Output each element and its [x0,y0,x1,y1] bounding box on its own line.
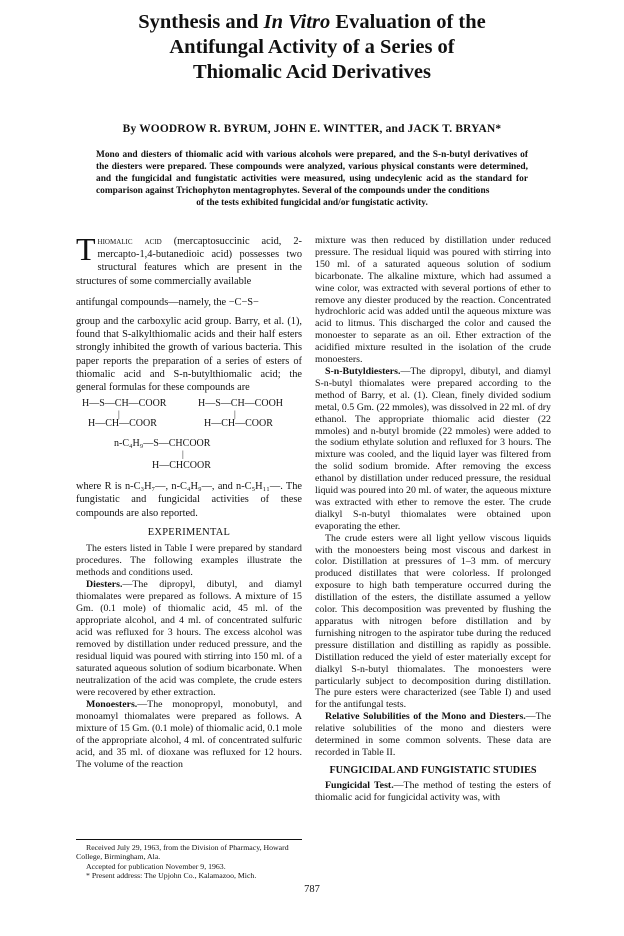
sbutyl-paragraph [315,366,551,533]
abstract [96,149,528,209]
formula-1a: H—S—CH—COOR [82,398,167,410]
right-column [315,235,551,804]
solubility-text: —The relative solubilities of the mono and diesters were determined in some common solvents. These data are recorded in Table II. [315,711,551,758]
title-line-2: Antifungal Activity of a Series of [169,36,455,58]
experimental-heading: EXPERIMENTAL [147,526,231,538]
drop-cap: T [76,231,96,267]
crude-esters-paragraph: The crude esters were all light yellow viscous liquids with the monoesters being most viscous and darkest in color. Distillation at pressures of 1–3 mm. of mercury produced distillates that were colorless. If prolonged exposure to high bath temperature occurred during the distillation of the esters, the distillate assumed a yellow color. This decomposition was prevented by flushing the apparatus with nitrogen before distillation and by furnishing nitrogen to the aspirator tube during the reduced pressure distillation and distilling as rapidly as possible. Distillation reduced the yield of ester materially except for dialkyl S-n-butyl thiomalates. The monoesters were particularly subject to decomposition during distillation. The pure esters were characterized (see Table I) and used for the antifungal tests. [315,532,551,711]
formula-2a: H—S—CH—COOH [198,398,284,410]
where-paragraph: where R is n-C₃H₇—, n-C₄H₉—, and n-C₅H₁₁—. The fungistatic and fungicidal activities of these compounds are also reported. [76,481,302,519]
monoesters-text: —The monopropyl, monobutyl, and monoamyl thiomalates were prepared as follows. A mixture of 15 Gm. (0.1 mole) of thiomalic acid, 0.1 mole of the appropriate alcohol, 4 ml. of concentrated sulfuric acid, and 35 ml. of dioxane was refluxed for 12 hours. The volume of the reaction [76,699,302,771]
diesters-paragraph [76,579,302,699]
fungicidal-test-text: —The method of testing the esters of thiomalic acid for fungicidal activity was, with [315,779,551,803]
formula-3b: H—CHCOOR [152,460,211,472]
fungicidal-test-heading: Fungicidal Test. [325,779,394,791]
formula-1b: H—CH—COOR [88,418,157,430]
intro-text: (mercaptosuccinic acid, 2-mercapto-1,4-butanedioic acid) possesses two structural features which are present in the structures of some commercially available [76,236,303,287]
antifungal-line: antifungal compounds—namely, the −C−S− [76,296,259,308]
author-line: By WOODROW R. BYRUM, JOHN E. WINTTER, and JACK T. BRYAN* [122,123,502,135]
intro-paragraph [76,231,303,288]
intro-paragraph-cont: group and the carboxylic acid group. Barry, et al. (1), found that S-alkylthiomalic acids and their half esters strongly inhibited the growth of various bacteria. This paper reports the preparation of a series of esters of thiomalic acid and S-n-butylthiomalic acid; the general formulas for these compounds are [76,316,302,394]
right-paragraph-1: mixture was then reduced by distillation under reduced pressure. The residual liquid was poured with stirring into 150 ml. of a saturated aqueous solution of sodium bicarbonate. The alkaline mixture, which had assumed a wine color, was extracted with several portions of ether to remove any diester produced by the reaction. Concentrated hydrochloric acid was added until the aqueous mixture was acid to litmus. This discharged the color and caused the monoester to separate as an oil. Ether extraction of the acidified mixture resulted in the isolation of the crude monoesters. [315,235,551,366]
general-formulas [76,398,302,476]
diesters-text: —The dipropyl, dibutyl, and diamyl thiomalates were prepared as follows. A mixture of 15 Gm. (0.1 mole) of thiomalic acid, 45 ml. of the appropriate alcohol, and 4 ml. of concentrated sulfuric acid was refluxed for 3 hours. The excess alcohol was removed by distillation under reduced pressure, and the residual liquid was poured with stirring into 150 ml. of a saturated aqueous solution of sodium bicarbonate. When neutralization of the acid was complete, the crude esters were recovered by ether extraction. [76,579,302,699]
formula-bond: | [118,409,120,420]
solubility-paragraph [315,711,551,759]
diesters-heading: Diesters. [86,579,123,591]
fungicidal-section-heading: FUNGICIDAL AND FUNGISTATIC STUDIES [329,764,537,776]
title-line-3: Thiomalic Acid Derivatives [192,61,431,83]
paper-title [0,10,624,85]
monoesters-paragraph [76,699,302,771]
formula-bond: | [182,449,184,460]
page-number: 787 [304,884,320,895]
title-line-1: Synthesis and In Vitro Evaluation of the [138,11,486,33]
fungicidal-test-paragraph [315,780,551,804]
intro-smallcaps: hiomalic acid [97,236,162,247]
experimental-paragraph: The esters listed in Table I were prepared by standard procedures. The following examples illustrate the methods and conditions used. [76,543,302,579]
solubility-heading: Relative Solubilities of the Mono and Diesters. [325,711,526,723]
formula-2b: H—CH—COOR [204,418,273,430]
footnote-accepted: Accepted for publication November 9, 1963. [86,861,226,871]
footnote-present-address: * Present address: The Upjohn Co., Kalamazoo, Mich. [86,870,257,880]
footnotes [76,839,302,880]
sbutyl-heading: S-n-Butyldiesters. [325,365,401,377]
formula-3a: n-C₄H₉—S—CHCOOR [114,438,211,450]
abstract-last-line: of the tests exhibited fungicidal and/or fungistatic activity. [196,198,428,208]
sbutyl-text: —The dipropyl, dibutyl, and diamyl S-n-butyl thiomalates were prepared according to the method of Barry, et al. (1). Clean, finely divided sodium metal, 0.5 Gm. (22 mmoles), was dissolved in 22 ml. of dry ethanol. The appropriate thiomalic acid diester (22 mmoles) and n-butyl bromide (22 mmoles) were added to the sodium ethylate solution and refluxed for 3 hours. The mixture was cooled, and the liquid layer was filtered from the solid sodium bromide. After removing the excess ethanol by distillation under reduced pressure, the residual liquid was poured into 20 ml. of water, the aqueous mixture was extracted with ether to remove the ester. The crude dialkyl S-n-butyl thiomalates were obtained upon evaporating the ether. [315,365,552,532]
left-column [76,231,303,771]
abstract-body: Mono and diesters of thiomalic acid with various alcohols were prepared, and the S-n-butyl derivatives of the diesters were prepared. These compounds were analyzed, various physical constants were determined, and the fungicidal and fungistatic activities were measured, using undecylenic acid as the standard for comparison against Trichophyton mentagrophytes. Several of the compounds under the conditions [96,150,528,196]
monoesters-heading: Monoesters. [86,699,138,711]
footnote-received: Received July 29, 1963, from the Division of Pharmacy, Howard College, Birmingham, Ala. [76,843,289,862]
formula-bond: | [234,409,236,420]
